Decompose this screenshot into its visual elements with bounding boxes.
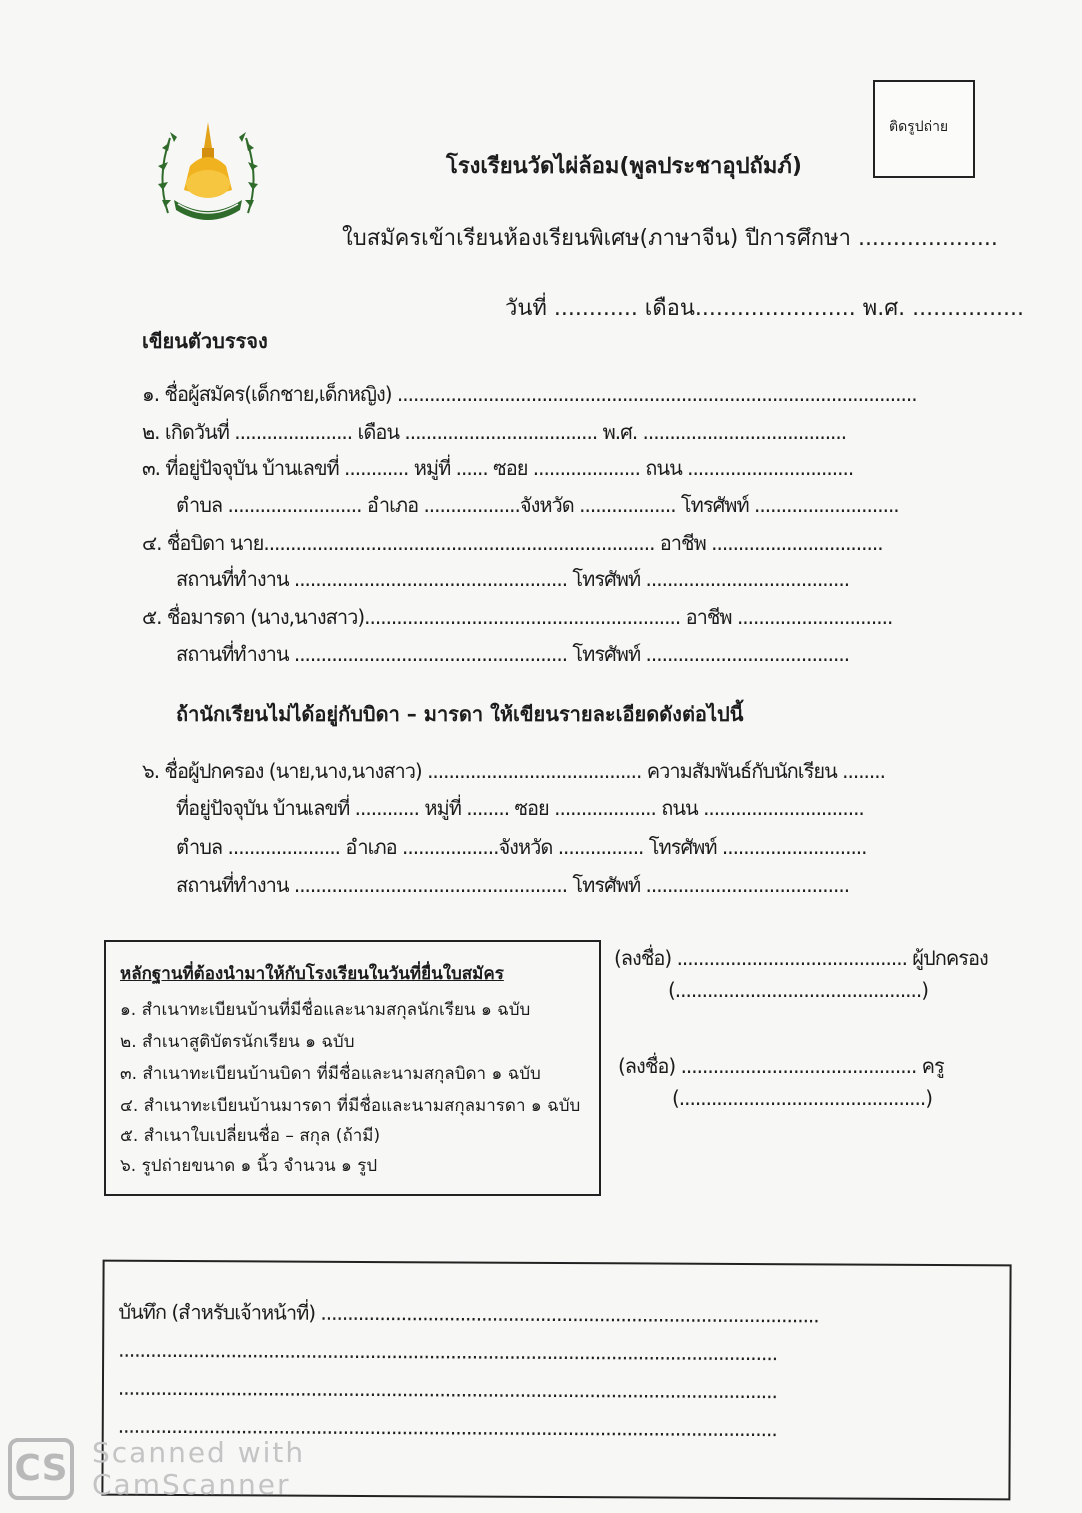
form-title: ใบสมัครเข้าเรียนห้องเรียนพิเศษ(ภาษาจีน) ปีการศึกษา .................... [342,226,998,251]
field-guardian-address[interactable]: ที่อยู่ปัจจุบัน บ้านเลขที่ ............ หมู่ที่ ........ ซอย ................... ถนน .............................. [176,796,864,820]
document-item: ๑. สำเนาทะเบียนบ้านที่มีชื่อและนามสกุลนักเรียน ๑ ฉบับ [120,1000,531,1020]
school-name: โรงเรียนวัดไผ่ล้อม(พูลประชาอุปถัมภ์) [446,154,802,179]
school-logo [148,118,268,230]
teacher-printed-name[interactable]: (..............................................) [672,1086,933,1110]
notes-line[interactable]: ........................................................................................................................... [117,1413,777,1442]
date-line: วันที่ ............ เดือน....................... พ.ศ. ................ [505,296,1025,321]
document-item: ๒. สำเนาสูติบัตรนักเรียน ๑ ฉบับ [120,1032,355,1052]
watermark-line2: CamScanner [92,1468,291,1501]
watermark-line1: Scanned with [92,1436,306,1469]
field-guardian-name[interactable]: ๖. ชื่อผู้ปกครอง (นาย,นาง,นางสาว) ........................................ ความสัมพันธ์กับนักเรียน ........ [142,759,885,783]
field-applicant-name[interactable]: ๑. ชื่อผู้สมัคร(เด็กชาย,เด็กหญิง) ................................................................................................. [142,382,917,406]
guardian-heading: ถ้านักเรียนไม่ได้อยู่กับบิดา – มารดา ให้เขียนรายละเอียดดังต่อไปนี้ [176,702,744,726]
field-address[interactable]: ๓. ที่อยู่ปัจจุบัน บ้านเลขที่ ............ หมู่ที่ ...... ซอย .................... ถนน ............................... [142,456,854,480]
document-item: ๓. สำเนาทะเบียนบ้านบิดา ที่มีชื่อและนามสกุลบิดา ๑ ฉบับ [120,1064,541,1084]
field-address-district[interactable]: ตำบล ......................... อำเภอ ..................จังหวัด .................. โทรศัพท์ ........................... [176,493,899,517]
notes-line[interactable]: ........................................................................................................................... [118,1337,778,1366]
notes-line[interactable]: ........................................................................................................................... [117,1375,777,1404]
field-guardian-district[interactable]: ตำบล ..................... อำเภอ ..................จังหวัด ................ โทรศัพท์ ........................... [176,835,867,859]
teacher-signature-line[interactable]: (ลงชื่อ) ............................................ ครู [618,1054,944,1078]
field-guardian-workplace[interactable]: สถานที่ทำงาน ................................................... โทรศัพท์ ...................................... [176,873,850,897]
document-item: ๔. สำเนาทะเบียนบ้านมารดา ที่มีชื่อและนามสกุลมารดา ๑ ฉบับ [120,1096,581,1116]
notes-label-line[interactable]: บันทึก (สำหรับเจ้าหน้าที่) ............................................................................................. [118,1299,819,1328]
field-birth-date[interactable]: ๒. เกิดวันที่ ...................... เดือน .................................... พ.ศ. ...................................... [142,420,847,444]
photo-box [873,80,975,178]
document-item: ๕. สำเนาใบเปลี่ยนชื่อ – สกุล (ถ้ามี) [120,1126,381,1146]
field-father-name[interactable]: ๔. ชื่อบิดา นาย......................................................................... อาชีพ ................................ [142,531,883,555]
instruction: เขียนตัวบรรจง [142,329,268,353]
required-documents-box [104,940,601,1196]
guardian-signature-line[interactable]: (ลงชื่อ) ........................................... ผู้ปกครอง [614,946,988,970]
field-mother-workplace[interactable]: สถานที่ทำงาน ................................................... โทรศัพท์ ...................................... [176,642,850,666]
documents-heading: หลักฐานที่ต้องนำมาให้กับโรงเรียนในวันที่ยื่นใบสมัคร [120,964,504,984]
camscanner-badge: CS [8,1438,74,1500]
field-father-workplace[interactable]: สถานที่ทำงาน ................................................... โทรศัพท์ ...................................... [176,567,850,591]
document-item: ๖. รูปถ่ายขนาด ๑ นิ้ว จำนวน ๑ รูป [120,1156,378,1176]
field-mother-name[interactable]: ๕. ชื่อมารดา (นาง,นางสาว)........................................................... อาชีพ ............................. [142,605,893,629]
guardian-printed-name[interactable]: (..............................................) [668,978,929,1002]
photo-box-label: ติดรูปถ่าย [889,119,949,135]
camscanner-watermark [92,1437,305,1501]
